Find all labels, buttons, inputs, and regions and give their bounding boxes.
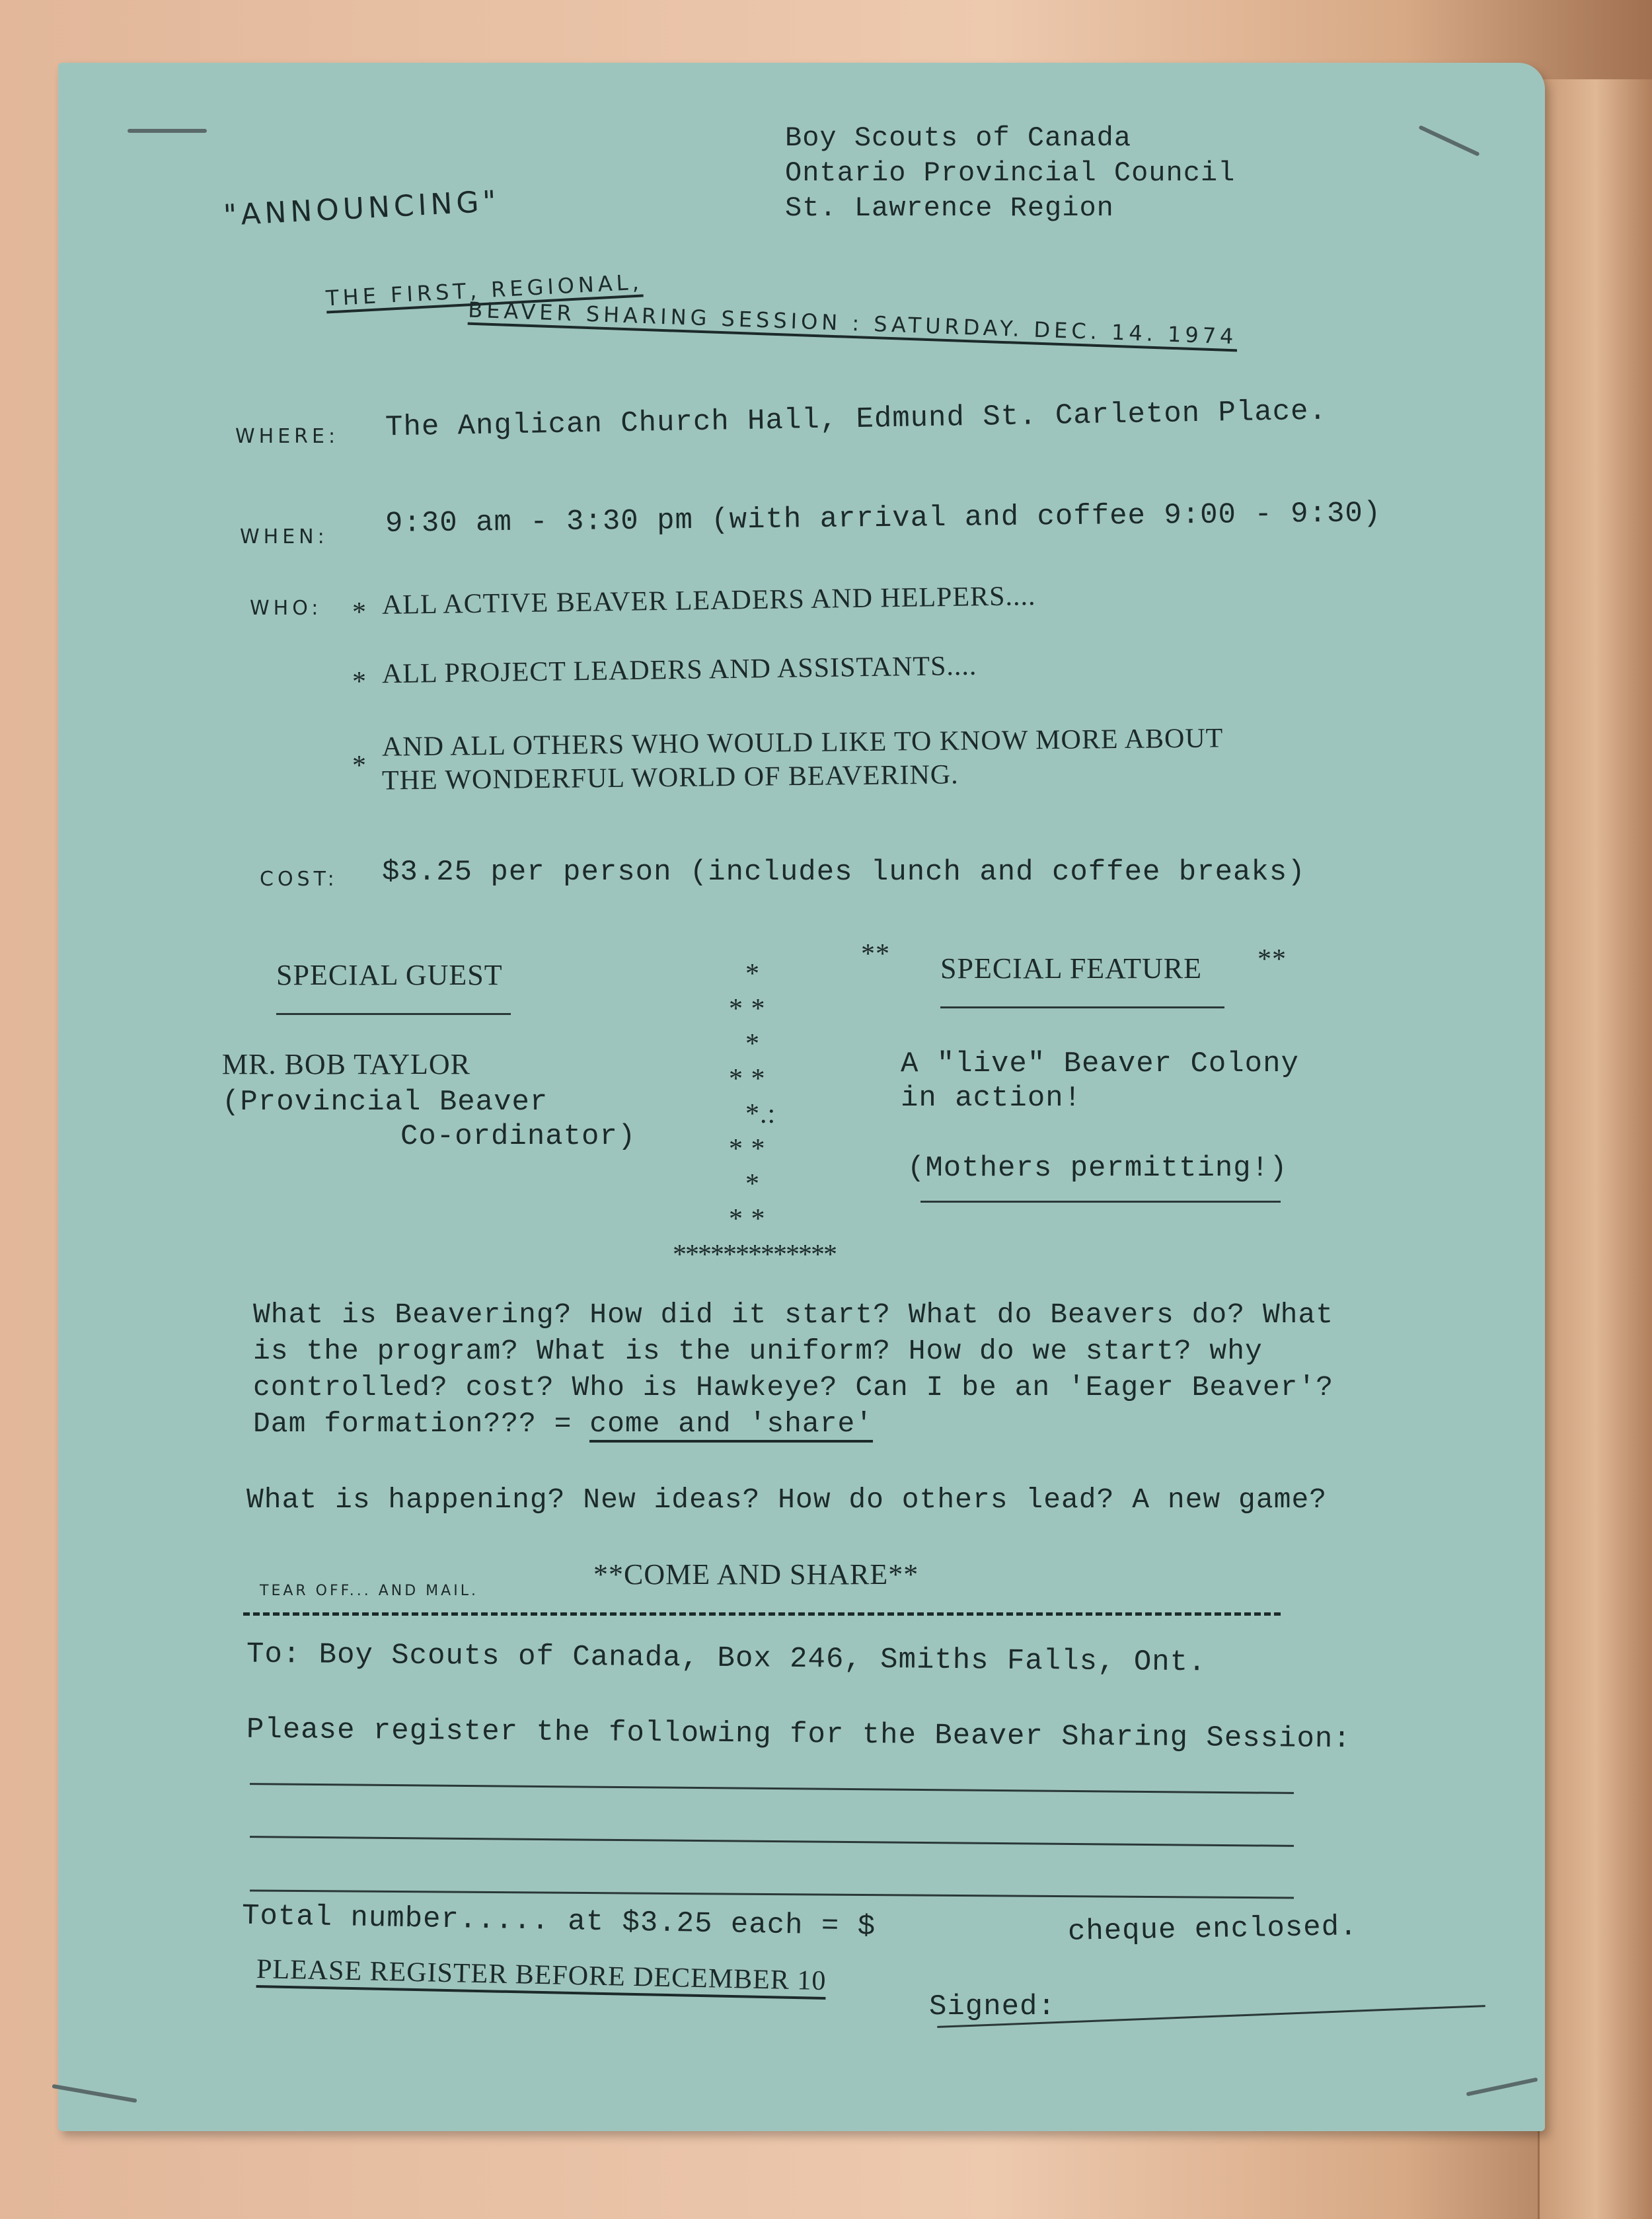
feature-stars-left: **	[861, 939, 890, 969]
when-value: 9:30 am - 3:30 pm (with arrival and coffee 9:00 - 9:30)	[385, 497, 1382, 541]
special-guest-heading: SPECIAL GUEST	[276, 959, 503, 991]
come-and-share-underlined: come and 'share'	[589, 1408, 873, 1443]
guest-name: MR. BOB TAYLOR	[222, 1048, 471, 1080]
star-row-8: * *	[729, 1204, 766, 1234]
cost-value: $3.25 per person (includes lunch and coffee breaks)	[382, 856, 1306, 889]
tear-off-note: TEAR OFF... AND MAIL.	[260, 1583, 478, 1599]
feature-line-1: A "live" Beaver Colony	[901, 1047, 1299, 1080]
org-line-2: Ontario Provincial Council	[785, 157, 1236, 189]
org-line-3: St. Lawrence Region	[785, 192, 1114, 224]
star-base: *************	[673, 1240, 836, 1270]
who-star-3: *	[352, 751, 367, 781]
org-line-1: Boy Scouts of Canada	[785, 122, 1132, 154]
questions-line-2: is the program? What is the uniform? How do we start? why	[253, 1335, 1263, 1367]
star-row-5: *.:	[745, 1099, 776, 1129]
who-star-2: *	[352, 667, 367, 697]
questions-line-4-prefix: Dam formation??? =	[253, 1408, 590, 1440]
form-blank-line-2	[250, 1836, 1294, 1847]
guest-role-line-1: (Provincial Beaver	[222, 1086, 548, 1119]
feature-line-2: in action!	[901, 1082, 1082, 1115]
flyer-page	[58, 63, 1545, 2131]
guest-role-line-2: Co-ordinator)	[400, 1120, 636, 1153]
when-label: WHEN:	[240, 525, 328, 548]
who-item-1: ALL ACTIVE BEAVER LEADERS AND HELPERS....	[381, 581, 1036, 621]
tear-off-dashed-line	[243, 1612, 1281, 1616]
staple-bottom-right	[1466, 2078, 1538, 2097]
staple-top-left	[128, 129, 207, 133]
cost-label: COST:	[260, 868, 338, 891]
where-label: WHERE:	[235, 425, 340, 448]
event-title-line-2: BEAVER SHARING SESSION : SATURDAY. DEC. 14. 1974	[468, 297, 1238, 352]
feature-line-3-underline	[920, 1201, 1281, 1203]
form-cheque-enclosed: cheque enclosed.	[1067, 1910, 1358, 1949]
binder-page-edge	[1538, 79, 1652, 2219]
star-row-3: *	[745, 1029, 760, 1059]
star-row-6: * *	[729, 1134, 766, 1164]
star-row-7: *	[745, 1169, 760, 1199]
who-star-1: *	[352, 597, 367, 628]
staple-bottom-left	[52, 2084, 137, 2103]
where-value: The Anglican Church Hall, Edmund St. Carleton Place.	[385, 395, 1328, 445]
who-label: WHO:	[250, 597, 322, 620]
special-feature-heading: SPECIAL FEATURE	[940, 952, 1202, 985]
register-deadline: PLEASE REGISTER BEFORE DECEMBER 10	[256, 1953, 827, 2000]
who-item-3: AND ALL OTHERS WHO WOULD LIKE TO KNOW MORE ABOUT	[381, 723, 1224, 763]
questions-line-3: controlled? cost? Who is Hawkeye? Can I be an 'Eager Beaver'?	[253, 1371, 1334, 1404]
who-item-2: ALL PROJECT LEADERS AND ASSISTANTS....	[381, 650, 977, 690]
form-blank-line-3	[250, 1889, 1294, 1899]
star-row-4: * *	[729, 1064, 766, 1094]
who-item-4: THE WONDERFUL WORLD OF BEAVERING.	[381, 759, 959, 796]
feature-line-3: (Mothers permitting!)	[907, 1152, 1288, 1185]
special-guest-underline	[276, 1013, 511, 1015]
event-title-line-1: THE FIRST, REGIONAL,	[325, 269, 644, 313]
form-register-line: Please register the following for the Beaver Sharing Session:	[246, 1713, 1351, 1756]
feature-stars-right: **	[1258, 944, 1287, 975]
announcing-heading: "ANNOUNCING"	[222, 184, 501, 233]
form-blank-line-1	[250, 1783, 1294, 1794]
form-signed-label: Signed:	[929, 1990, 1056, 2023]
star-row-1: *	[745, 959, 760, 989]
special-feature-underline	[940, 1006, 1224, 1008]
questions-line-4	[253, 1408, 873, 1440]
questions-line-1: What is Beavering? How did it start? What do Beavers do? What	[253, 1298, 1334, 1331]
come-and-share: **COME AND SHARE**	[593, 1558, 919, 1591]
form-total-number: Total number..... at $3.25 each = $	[241, 1899, 876, 1944]
staple-top-right	[1418, 125, 1480, 157]
star-row-2: * *	[729, 994, 766, 1024]
form-to-address: To: Boy Scouts of Canada, Box 246, Smiths Falls, Ont.	[246, 1637, 1207, 1680]
questions-line-5: What is happening? New ideas? How do others lead? A new game?	[246, 1484, 1328, 1516]
